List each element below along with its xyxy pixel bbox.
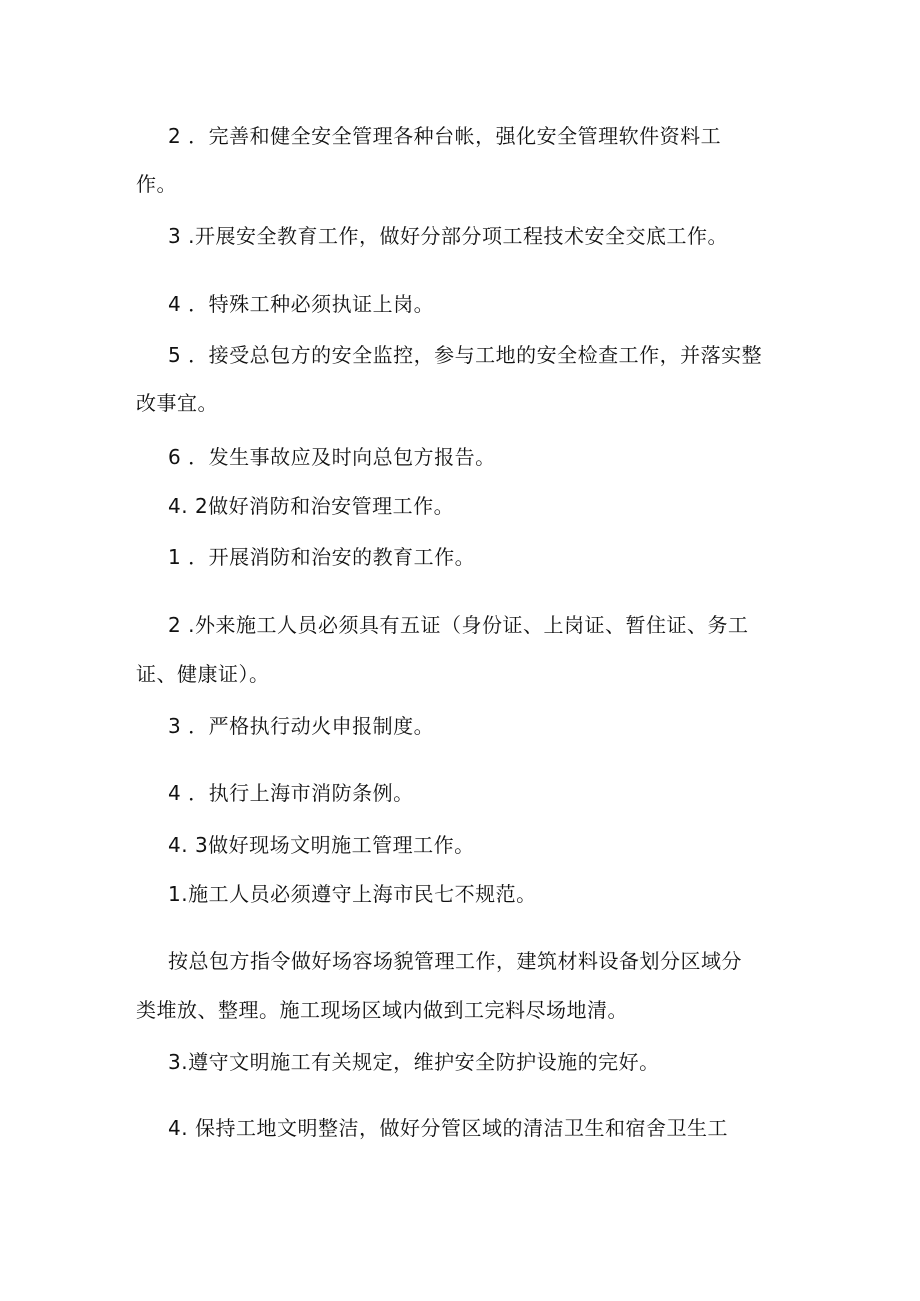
paragraph-line: 4 ．特殊工种必须执证上岗。: [168, 292, 435, 316]
paragraph-line: 按总包方指令做好场容场貌管理工作，建筑材料设备划分区域分: [168, 949, 742, 973]
section-heading: 4. 3做好现场文明施工管理工作。: [168, 833, 475, 857]
paragraph-line: 1 ．开展消防和治安的教育工作。: [168, 545, 476, 569]
paragraph-line: 改事宜。: [136, 391, 218, 415]
paragraph-line: 3 .开展安全教育工作，做好分部分项工程技术安全交底工作。: [168, 224, 728, 248]
paragraph-line: 5 ．接受总包方的安全监控，参与工地的安全检查工作，并落实整: [168, 343, 763, 367]
paragraph-line: 6 ．发生事故应及时向总包方报告。: [168, 445, 496, 469]
paragraph-line: 4 ．执行上海市消防条例。: [168, 781, 414, 805]
paragraph-line: 作。: [136, 172, 177, 196]
paragraph-line: 2 ．完善和健全安全管理各种台帐，强化安全管理软件资料工: [168, 124, 722, 148]
paragraph-line: 1.施工人员必须遵守上海市民七不规范。: [168, 882, 537, 906]
paragraph-line: 4. 保持工地文明整洁，做好分管区域的清洁卫生和宿舍卫生工: [168, 1116, 728, 1140]
paragraph-line: 3.遵守文明施工有关规定，维护安全防护设施的完好。: [168, 1050, 660, 1074]
paragraph-line: 3 ．严格执行动火申报制度。: [168, 714, 435, 738]
section-heading: 4. 2做好消防和治安管理工作。: [168, 494, 455, 518]
paragraph-line: 2 .外来施工人员必须具有五证（身份证、上岗证、暂住证、务工: [168, 613, 749, 637]
paragraph-line: 类堆放、整理。施工现场区域内做到工完料尽场地清。: [136, 998, 628, 1022]
paragraph-line: 证、健康证）。: [136, 662, 270, 686]
